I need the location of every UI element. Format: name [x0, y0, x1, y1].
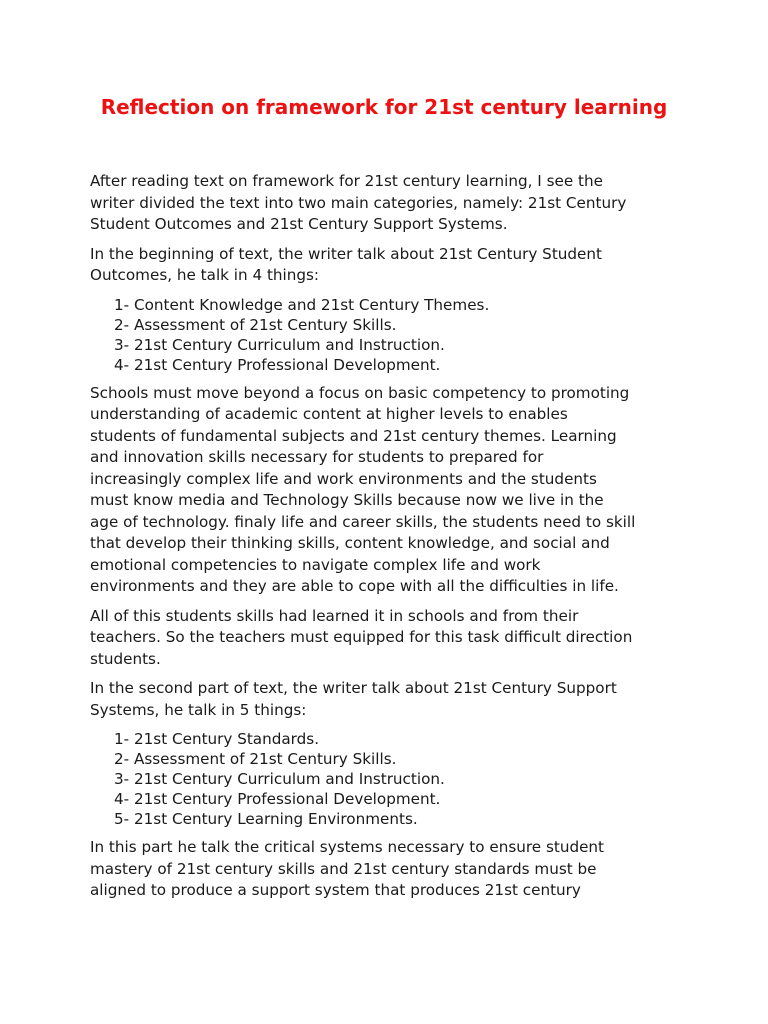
list-item: 2- Assessment of 21st Century Skills.: [114, 750, 397, 768]
text-line: Student Outcomes and 21st Century Support Systems.: [90, 215, 508, 233]
text-line: students of fundamental subjects and 21st century themes. Learning: [90, 426, 617, 445]
paragraph-teachers: [90, 606, 690, 671]
list-item: 4- 21st Century Professional Development.: [114, 790, 441, 808]
text-line: emotional competencies to navigate complex life and work: [90, 555, 541, 574]
text-line: aligned to produce a support system that produces 21st century: [90, 881, 581, 899]
text-line: teachers. So the teachers must equipped for this task difficult direction: [90, 628, 633, 646]
document-title: Reflection on framework for 21st century learning: [100, 95, 668, 119]
document-body: [90, 171, 690, 910]
text-line: understanding of academic content at higher levels to enables: [90, 405, 568, 423]
list-item: 1- Content Knowledge and 21st Century Themes.: [114, 295, 490, 314]
list-item: 1- 21st Century Standards.: [114, 730, 320, 748]
text-line: All of this students skills had learned it in schools and from their: [90, 606, 579, 625]
text-line: mastery of 21st century skills and 21st century standards must be: [90, 859, 597, 878]
text-line: age of technology. finaly life and career skills, the students need to skill: [90, 512, 636, 531]
text-line: that develop their thinking skills, content knowledge, and social and: [90, 534, 610, 552]
paragraph-support-intro: [90, 678, 690, 721]
text-line: students.: [90, 649, 161, 668]
text-line: environments and they are able to cope with all the difficulties in life.: [90, 577, 619, 595]
text-line: In this part he talk the critical systems necessary to ensure student: [90, 838, 605, 856]
outcomes-list: [90, 295, 690, 375]
text-line: In the second part of text, the writer talk about 21st Century Support: [90, 679, 617, 697]
paragraph-intro: [90, 171, 690, 236]
text-line: Schools must move beyond a focus on basic competency to promoting: [90, 383, 630, 402]
text-line: writer divided the text into two main categories, namely: 21st Century: [90, 193, 627, 212]
paragraph-schools: [90, 383, 690, 598]
text-line: Systems, he talk in 5 things:: [90, 700, 307, 719]
text-line: must know media and Technology Skills because now we live in the: [90, 491, 604, 509]
text-line: and innovation skills necessary for students to prepared for: [90, 448, 544, 466]
list-item: 3- 21st Century Curriculum and Instruction.: [114, 770, 445, 788]
text-line: In the beginning of text, the writer talk about 21st Century Student: [90, 244, 602, 263]
paragraph-outcomes-intro: [90, 244, 690, 287]
text-line: After reading text on framework for 21st century learning, I see the: [90, 172, 603, 190]
list-item: 4- 21st Century Professional Development.: [114, 355, 441, 374]
support-systems-list: [90, 729, 690, 829]
text-line: Outcomes, he talk in 4 things:: [90, 266, 320, 284]
paragraph-critical-systems: [90, 837, 690, 902]
list-item: 2- Assessment of 21st Century Skills.: [114, 315, 397, 334]
text-line: increasingly complex life and work environments and the students: [90, 469, 597, 488]
list-item: 3- 21st Century Curriculum and Instruction.: [114, 335, 445, 354]
list-item: 5- 21st Century Learning Environments.: [114, 810, 418, 828]
